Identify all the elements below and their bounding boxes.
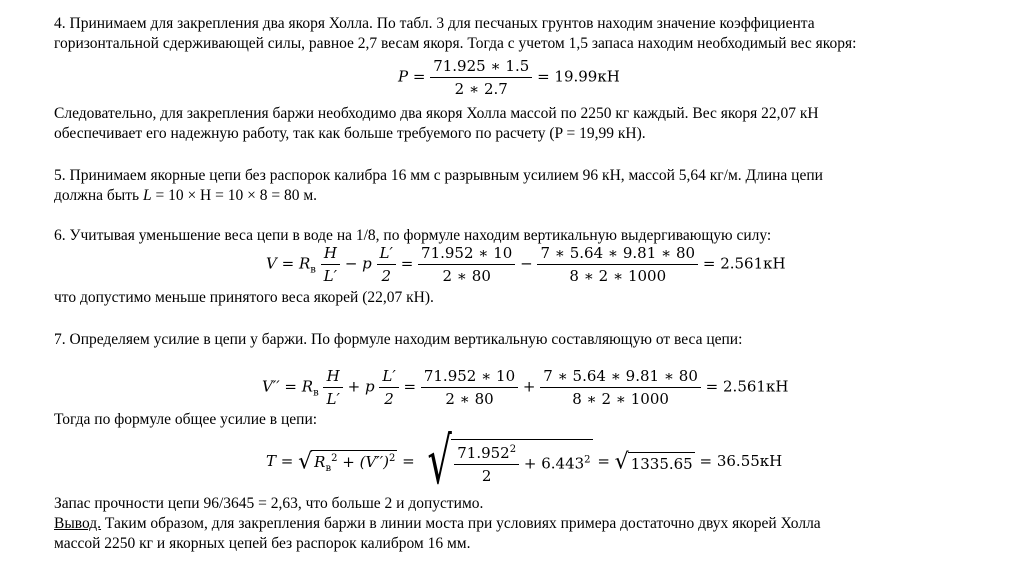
eq-denominator: L′ — [326, 390, 340, 408]
text-span: должна быть — [54, 187, 143, 204]
sqrt-sign: √ — [614, 449, 629, 475]
sqrt-sign-large: √ — [427, 425, 453, 499]
eq-subscript: в — [325, 463, 332, 474]
eq-denominator: 2 — [384, 390, 394, 408]
eq-denominator: 2 — [481, 467, 492, 485]
paragraph-5-line-1: 5. Принимаем якорные цепи без распорок калибра 16 мм с разрывным усилием 96 кН, массой 5,64 кг/м. Длина цепи — [54, 167, 823, 184]
eq-denominator: 8 ∗ 2 ∗ 1000 — [572, 390, 669, 408]
eq-numerator: L′ — [377, 244, 396, 265]
eq-fraction — [430, 57, 532, 98]
paragraph-4-line-1: 4. Принимаем для закрепления два якоря Холла. По табл. 3 для песчаных грунтов находим значение коэффициента — [54, 15, 815, 32]
eq-symbol-v: V′′ — [262, 377, 280, 396]
paragraph-6-line-1: 6. Учитывая уменьшение веса цепи в воде на 1/8, по формуле находим вертикальную выдергивающую силу: — [54, 227, 772, 244]
paragraph-4b-line-2: обеспечивает его надежную работу, так как больше требуемого по расчету (P = 19,99 кН). — [54, 125, 646, 142]
eq-numerator: 71.952 ∗ 10 — [421, 367, 518, 388]
eq-symbol-v: (V′′) — [359, 453, 389, 471]
eq-value: + 6.443 — [523, 454, 585, 473]
eq-subscript: в — [313, 387, 319, 399]
eq-numerator: L′ — [379, 367, 398, 388]
eq-numerator: 7 ∗ 5.64 ∗ 9.81 ∗ 80 — [540, 367, 701, 388]
eq-fraction — [323, 367, 342, 408]
eq-result: = 19.99кН — [537, 67, 620, 86]
text-span: = 10 × H = 10 × 8 = 80 м. — [151, 187, 318, 204]
eq-denominator: 2 ∗ 2.7 — [454, 80, 508, 98]
eq-symbol-r: R — [314, 453, 326, 471]
eq-fraction — [321, 244, 340, 285]
eq-result: = 36.55кН — [699, 452, 783, 470]
paragraph-7-line-2: Тогда по формуле общее усилие в цепи: — [54, 411, 318, 428]
paragraph-6-line-2: что допустимо меньше принятого веса якорей (22,07 кН). — [54, 289, 434, 306]
eq-fraction — [421, 367, 518, 408]
sqrt-sign: √ — [298, 449, 313, 475]
eq-operator: + — [342, 453, 355, 471]
eq-symbol-r: R — [301, 377, 314, 396]
equation-chain-vertical: $V'' = R_в$ $\frac{H}{L'}$ + p $\frac{L'}{2}$ = $\frac{71.952 ∗ 10}{2 ∗ 80}$ + $\frac{7 ∗ 5.64 ∗ 9.81 ∗ 80}{8 ∗ 2 ∗ 1000}$ = 2.561кН — [262, 367, 789, 408]
eq-numerator: H — [323, 367, 342, 388]
paragraph-8-line-3: массой 2250 кг и якорных цепей без распорок калибром 16 мм. — [54, 535, 471, 552]
paragraph-4b-line-1: Следовательно, для закрепления баржи необходимо два якоря Холла массой по 2250 кг каждый. Вес якоря 22,07 кН — [54, 105, 819, 122]
eq-symbol-p: p — [364, 377, 375, 396]
equation-anchor-weight: P = $\frac{71.925 ∗ 1.5}{2 ∗ 2.7}$ = 19.99кН — [398, 57, 620, 98]
eq-value: 71.952 — [457, 444, 510, 462]
eq-superscript: 2 — [331, 453, 338, 464]
eq-denominator: L′ — [323, 267, 338, 285]
eq-fraction — [418, 244, 515, 285]
eq-symbol-v: V — [266, 254, 277, 273]
eq-symbol-r: R — [298, 254, 311, 273]
eq-result: = 2.561кН — [705, 377, 789, 396]
paragraph-5-line-2 — [54, 186, 317, 205]
eq-numerator: 71.925 ∗ 1.5 — [430, 57, 532, 78]
eq-radicand: 1335.65 — [628, 452, 695, 473]
eq-superscript: 2 — [388, 453, 396, 464]
eq-symbol-t: T — [266, 452, 277, 470]
eq-subscript: в — [310, 264, 316, 276]
eq-symbol-p: p — [362, 254, 372, 273]
eq-fraction — [537, 244, 698, 285]
eq-numerator: 71.952 ∗ 10 — [418, 244, 515, 265]
eq-superscript: 2 — [584, 454, 591, 466]
eq-radicand — [451, 439, 592, 485]
eq-fraction — [377, 244, 396, 285]
paragraph-7-line-1: 7. Определяем усилие в цепи у баржи. По формуле находим вертикальную составляющую от веса цепи: — [54, 331, 743, 348]
eq-denominator: 2 ∗ 80 — [442, 267, 491, 285]
eq-radicand — [311, 450, 397, 474]
text-span: Таким образом, для закрепления баржи в линии моста при условиях примера достаточно двух якорей Холла — [101, 515, 821, 532]
paragraph-8-line-1: Запас прочности цепи 96/3645 = 2,63, что больше 2 и допустимо. — [54, 495, 484, 512]
eq-denominator: 8 ∗ 2 ∗ 1000 — [569, 267, 667, 285]
eq-numerator — [454, 444, 519, 465]
eq-fraction — [540, 367, 701, 408]
equation-vertical-force: $V = R_в$ $\frac{H}{L'}$ − p $\frac{L'}{2}$ = $\frac{71.952 ∗ 10}{2 ∗ 80}$ − $\frac{7 ∗ 5.64 ∗ 9.81 ∗ 80}{8 ∗ 2 ∗ 1000}$ = 2.561кН — [266, 244, 786, 285]
eq-denominator: 2 ∗ 80 — [445, 390, 494, 408]
eq-denominator: 2 — [381, 267, 391, 285]
eq-numerator: H — [321, 244, 340, 265]
symbol-l: L — [142, 187, 152, 204]
paragraph-4-line-2: горизонтальной сдерживающей силы, равное 2,7 весам якоря. Тогда с учетом 1,5 запаса находим необходимый вес якоря: — [54, 35, 857, 52]
equation-total-force: T = √ $R_в^2 + (V'')^2$ = √ $\frac{71.952^2}{2}$ + $6.443^2$ = √ 1335.65 = 36.55кН — [266, 425, 783, 499]
eq-superscript: 2 — [509, 444, 517, 455]
eq-result: = 2.561кН — [702, 254, 786, 273]
conclusion-label: Вывод. — [54, 515, 102, 532]
paragraph-8-line-2 — [54, 514, 821, 533]
eq-fraction — [454, 444, 519, 485]
eq-fraction — [379, 367, 398, 408]
eq-numerator: 7 ∗ 5.64 ∗ 9.81 ∗ 80 — [537, 244, 698, 265]
eq-symbol-p: P — [398, 67, 409, 86]
